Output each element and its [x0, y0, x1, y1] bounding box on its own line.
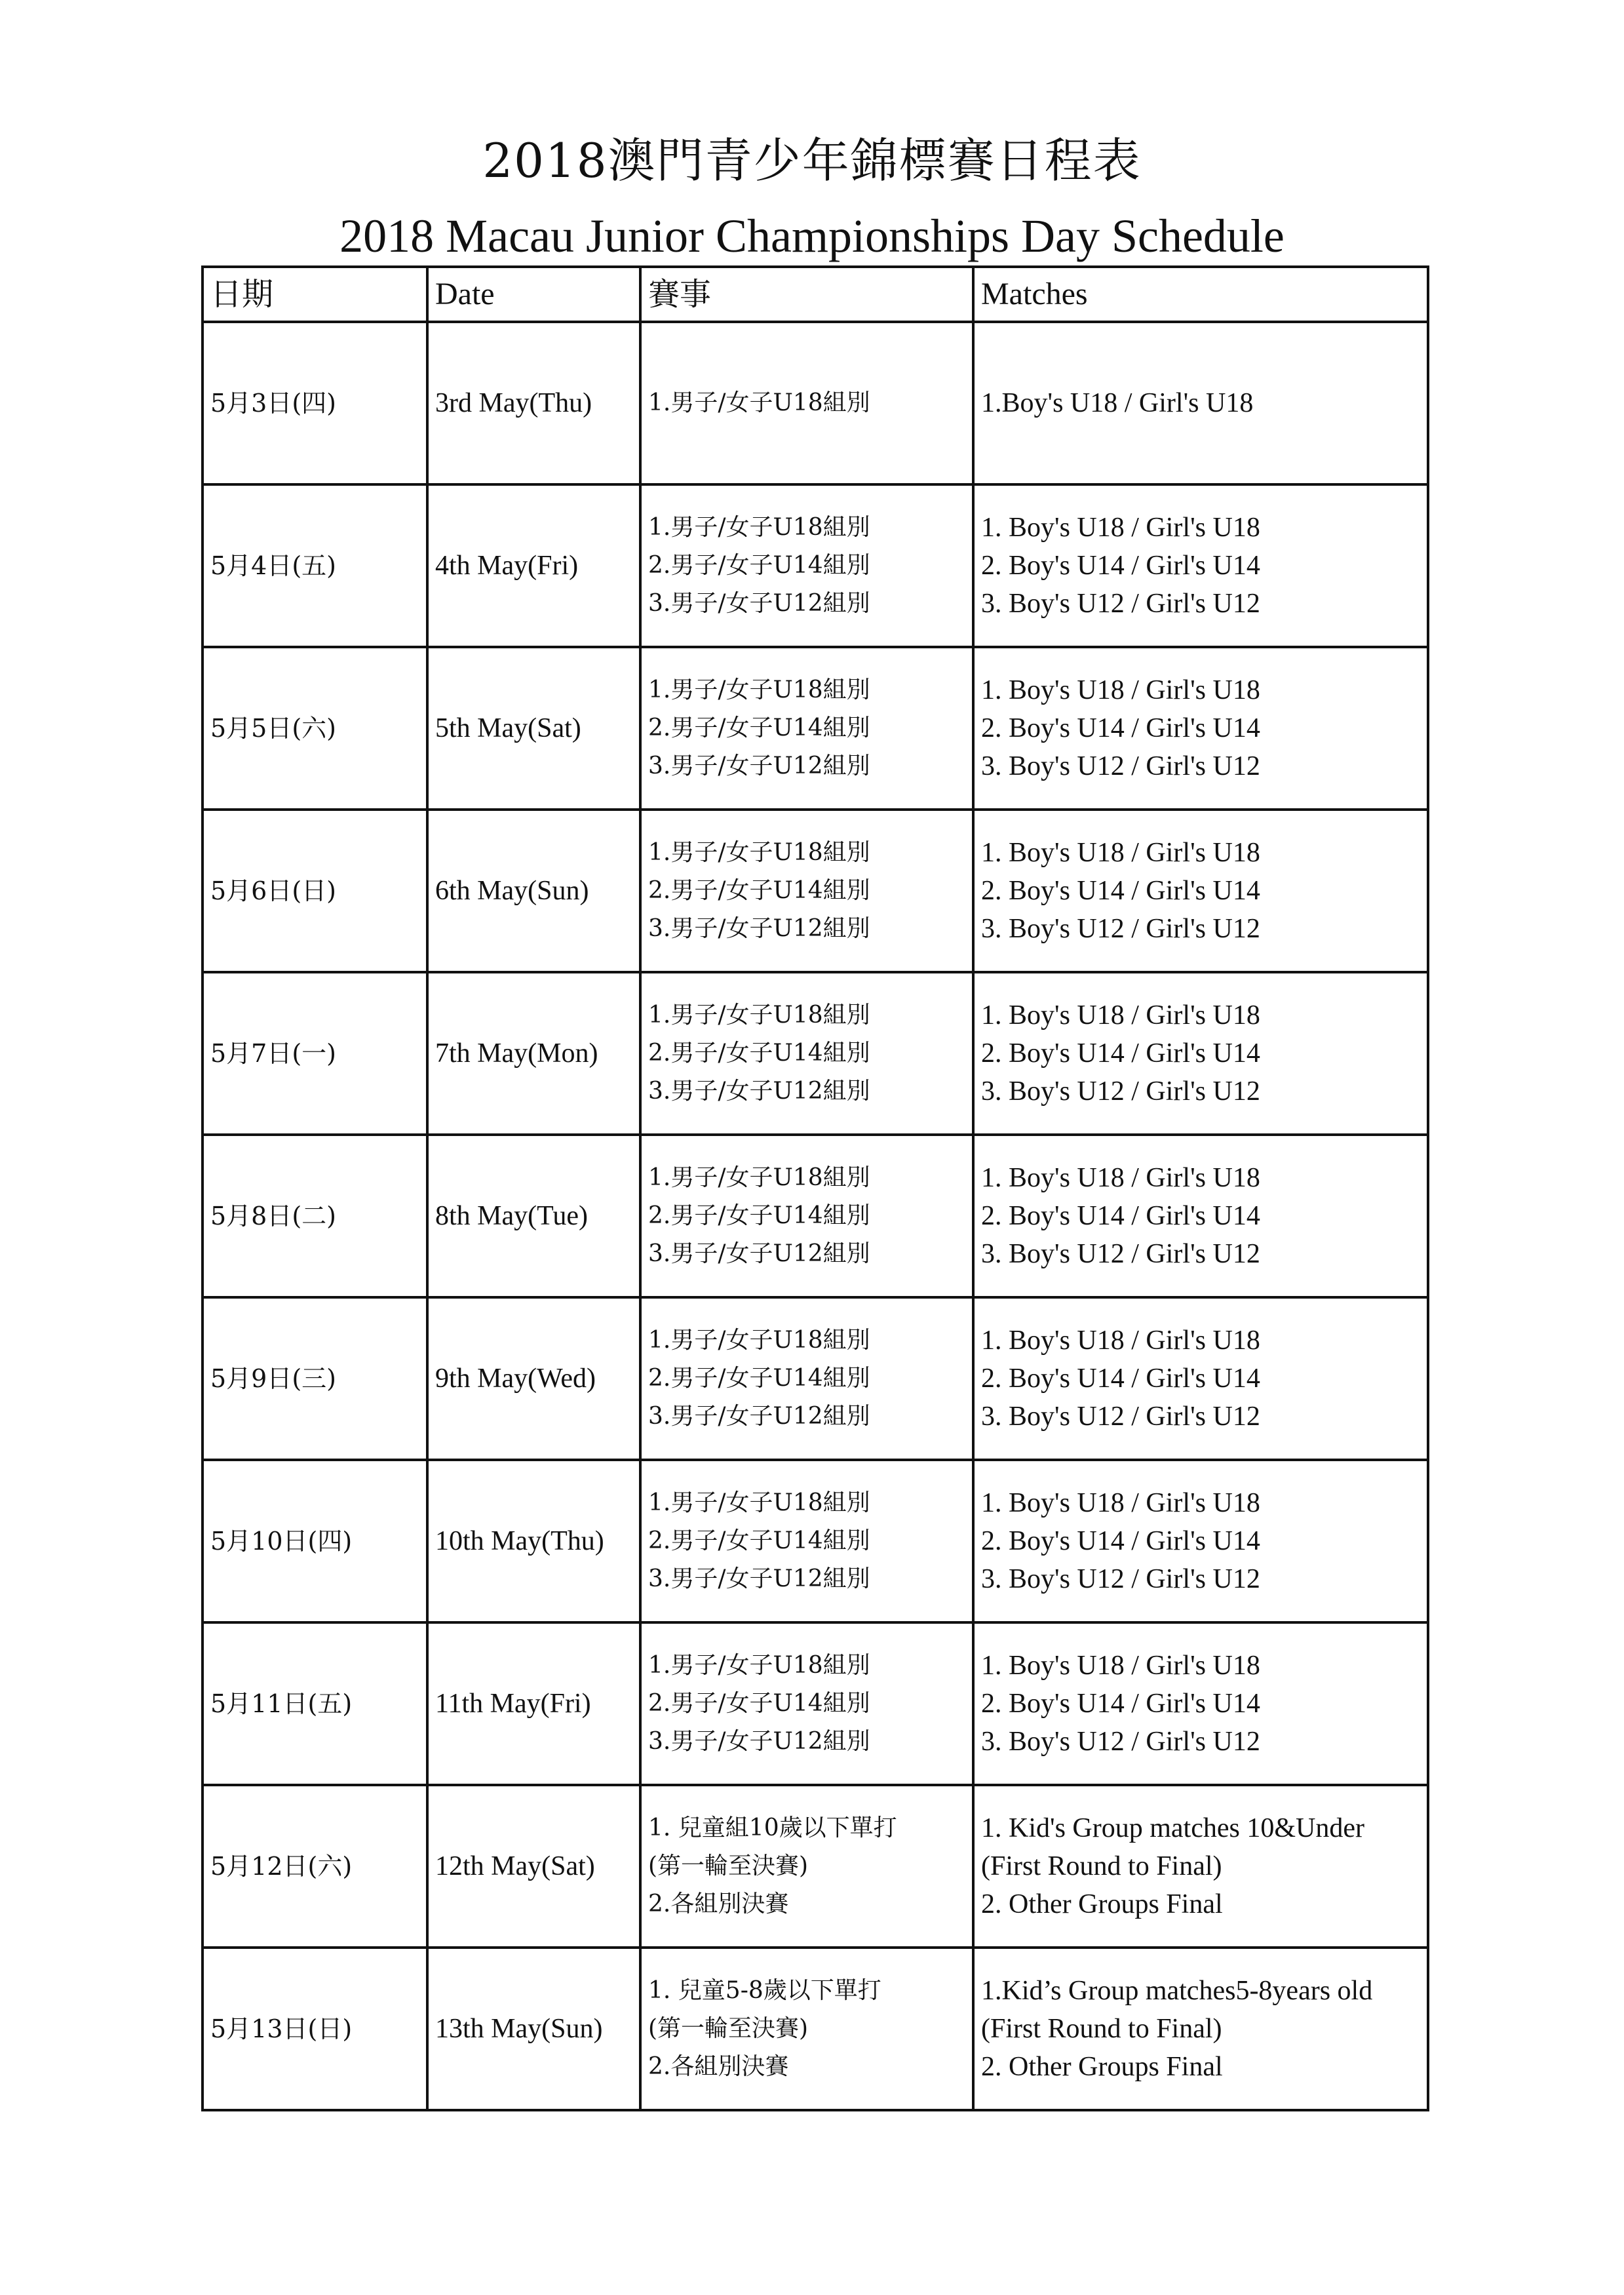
match-zh-line: 2.男子/女子U14組別 — [648, 877, 870, 904]
matches-en-cell — [973, 1297, 1428, 1460]
page-title-chinese: 2018澳門青少年錦標賽日程表 — [482, 133, 1142, 188]
matches-zh-cell — [640, 1297, 973, 1460]
date-zh-cell: 5月12日(六) — [203, 1785, 427, 1948]
match-en-line: 2. Boy's U14 / Girl's U14 — [981, 713, 1260, 743]
match-en-line: 2. Boy's U14 / Girl's U14 — [981, 551, 1260, 581]
match-zh-line: 2.男子/女子U14組別 — [648, 1527, 870, 1554]
header-matches-zh: 賽事 — [640, 267, 973, 322]
matches-zh-cell — [640, 810, 973, 972]
match-en-line: 1. Kid's Group matches 10&Under — [981, 1813, 1364, 1843]
date-en-cell: 13th May(Sun) — [427, 1948, 640, 2110]
match-zh-line: 3.男子/女子U12組別 — [648, 1728, 870, 1755]
match-zh-line: 3.男子/女子U12組別 — [648, 1240, 870, 1267]
match-zh-line: 3.男子/女子U12組別 — [648, 1565, 870, 1592]
matches-en-cell — [973, 1460, 1428, 1622]
matches-zh-cell — [640, 322, 973, 484]
match-en-line: (First Round to Final) — [981, 1851, 1222, 1881]
match-en-line: 3. Boy's U12 / Girl's U12 — [981, 1239, 1260, 1269]
match-en-line: 2. Boy's U14 / Girl's U14 — [981, 1526, 1260, 1556]
header-matches-en: Matches — [973, 267, 1428, 322]
match-zh-line: 1.男子/女子U18組別 — [648, 1652, 870, 1679]
match-en-line: 1. Boy's U18 / Girl's U18 — [981, 1163, 1260, 1193]
match-zh-line: 3.男子/女子U12組別 — [648, 1078, 870, 1105]
matches-en-cell — [973, 647, 1428, 810]
date-en-cell: 5th May(Sat) — [427, 647, 640, 810]
match-zh-line: 3.男子/女子U12組別 — [648, 915, 870, 942]
match-en-line: 3. Boy's U12 / Girl's U12 — [981, 589, 1260, 619]
match-en-line: 3. Boy's U12 / Girl's U12 — [981, 751, 1260, 781]
matches-zh-cell — [640, 1135, 973, 1297]
table-row — [203, 1297, 1428, 1460]
matches-en-cell — [973, 1135, 1428, 1297]
date-en-cell: 11th May(Fri) — [427, 1622, 640, 1785]
match-en-line: 2. Other Groups Final — [981, 1889, 1223, 1919]
table-row — [203, 1622, 1428, 1785]
match-en-line: 3. Boy's U12 / Girl's U12 — [981, 1564, 1260, 1594]
match-zh-line: 2.男子/女子U14組別 — [648, 1690, 870, 1717]
schedule-table — [201, 265, 1429, 2111]
matches-en-cell — [973, 1948, 1428, 2110]
match-zh-line: 1.男子/女子U18組別 — [648, 1327, 870, 1354]
match-en-line: 2. Other Groups Final — [981, 2052, 1223, 2082]
match-en-line: 1. Boy's U18 / Girl's U18 — [981, 1000, 1260, 1030]
table-row — [203, 1460, 1428, 1622]
match-en-line: 3. Boy's U12 / Girl's U12 — [981, 914, 1260, 944]
match-en-line: 2. Boy's U14 / Girl's U14 — [981, 1201, 1260, 1231]
match-zh-line: 2.男子/女子U14組別 — [648, 1202, 870, 1229]
date-zh-cell: 5月4日(五) — [203, 484, 427, 647]
table-row — [203, 484, 1428, 647]
table-header-row — [203, 267, 1428, 322]
matches-en-cell — [973, 322, 1428, 484]
date-zh-cell: 5月7日(一) — [203, 972, 427, 1135]
match-en-line: 1. Boy's U18 / Girl's U18 — [981, 1325, 1260, 1356]
date-zh-cell: 5月6日(日) — [203, 810, 427, 972]
match-zh-line: 1.男子/女子U18組別 — [648, 677, 870, 703]
header-date-en: Date — [427, 267, 640, 322]
match-en-line: 1.Boy's U18 / Girl's U18 — [981, 388, 1254, 418]
match-en-line: 1.Kid’s Group matches5-8years old — [981, 1976, 1373, 2006]
matches-en-cell — [973, 484, 1428, 647]
match-en-line: 1. Boy's U18 / Girl's U18 — [981, 838, 1260, 868]
match-en-line: 2. Boy's U14 / Girl's U14 — [981, 1038, 1260, 1069]
date-en-cell: 7th May(Mon) — [427, 972, 640, 1135]
date-zh-cell: 5月5日(六) — [203, 647, 427, 810]
match-en-line: 2. Boy's U14 / Girl's U14 — [981, 1689, 1260, 1719]
match-zh-line: 2.各組別決賽 — [648, 1891, 789, 1917]
match-zh-line: 1. 兒童5-8歲以下單打 — [648, 1977, 881, 2004]
match-en-line: 1. Boy's U18 / Girl's U18 — [981, 513, 1260, 543]
table-row — [203, 1135, 1428, 1297]
date-zh-cell: 5月11日(五) — [203, 1622, 427, 1785]
matches-zh-cell — [640, 1948, 973, 2110]
table-row — [203, 647, 1428, 810]
match-en-line: 2. Boy's U14 / Girl's U14 — [981, 1363, 1260, 1394]
match-zh-line: 3.男子/女子U12組別 — [648, 590, 870, 617]
page-title-english: 2018 Macau Junior Championships Day Schedule — [339, 210, 1285, 262]
header-date-zh: 日期 — [203, 267, 427, 322]
match-en-line: 3. Boy's U12 / Girl's U12 — [981, 1727, 1260, 1757]
match-en-line: (First Round to Final) — [981, 2014, 1222, 2044]
matches-zh-cell — [640, 1785, 973, 1948]
match-zh-line: 3.男子/女子U12組別 — [648, 1403, 870, 1430]
matches-zh-cell — [640, 972, 973, 1135]
table-row — [203, 972, 1428, 1135]
match-zh-line: 1.男子/女子U18組別 — [648, 839, 870, 866]
match-en-line: 1. Boy's U18 / Girl's U18 — [981, 1488, 1260, 1518]
date-zh-cell: 5月10日(四) — [203, 1460, 427, 1622]
matches-zh-cell — [640, 1460, 973, 1622]
match-zh-line: 2.男子/女子U14組別 — [648, 1040, 870, 1067]
date-zh-cell: 5月3日(四) — [203, 322, 427, 484]
match-zh-line: 2.各組別決賽 — [648, 2053, 789, 2080]
match-zh-line: 1.男子/女子U18組別 — [648, 514, 870, 541]
table-row — [203, 810, 1428, 972]
matches-en-cell — [973, 810, 1428, 972]
date-zh-cell: 5月13日(日) — [203, 1948, 427, 2110]
date-en-cell: 12th May(Sat) — [427, 1785, 640, 1948]
matches-zh-cell — [640, 1622, 973, 1785]
match-zh-line: 2.男子/女子U14組別 — [648, 715, 870, 741]
date-en-cell: 8th May(Tue) — [427, 1135, 640, 1297]
table-row — [203, 1785, 1428, 1948]
match-zh-line: 1.男子/女子U18組別 — [648, 1002, 870, 1029]
schedule-body — [203, 322, 1428, 2110]
match-zh-line: 1.男子/女子U18組別 — [648, 389, 870, 416]
table-row — [203, 1948, 1428, 2110]
match-zh-line: 2.男子/女子U14組別 — [648, 1365, 870, 1392]
table-row — [203, 322, 1428, 484]
match-zh-line: 1.男子/女子U18組別 — [648, 1164, 870, 1191]
match-en-line: 1. Boy's U18 / Girl's U18 — [981, 675, 1260, 705]
match-zh-line: 1.男子/女子U18組別 — [648, 1489, 870, 1516]
match-en-line: 2. Boy's U14 / Girl's U14 — [981, 876, 1260, 906]
matches-zh-cell — [640, 484, 973, 647]
date-en-cell: 10th May(Thu) — [427, 1460, 640, 1622]
matches-en-cell — [973, 1622, 1428, 1785]
match-zh-line: 3.男子/女子U12組別 — [648, 753, 870, 779]
matches-en-cell — [973, 972, 1428, 1135]
matches-en-cell — [973, 1785, 1428, 1948]
match-en-line: 1. Boy's U18 / Girl's U18 — [981, 1651, 1260, 1681]
date-zh-cell: 5月8日(二) — [203, 1135, 427, 1297]
match-zh-line: (第一輪至決賽) — [648, 1853, 809, 1879]
match-en-line: 3. Boy's U12 / Girl's U12 — [981, 1402, 1260, 1432]
date-en-cell: 9th May(Wed) — [427, 1297, 640, 1460]
date-en-cell: 3rd May(Thu) — [427, 322, 640, 484]
date-en-cell: 6th May(Sun) — [427, 810, 640, 972]
date-en-cell: 4th May(Fri) — [427, 484, 640, 647]
match-zh-line: (第一輪至決賽) — [648, 2015, 809, 2042]
date-zh-cell: 5月9日(三) — [203, 1297, 427, 1460]
match-en-line: 3. Boy's U12 / Girl's U12 — [981, 1076, 1260, 1107]
match-zh-line: 1. 兒童組10歲以下單打 — [648, 1814, 897, 1841]
matches-zh-cell — [640, 647, 973, 810]
match-zh-line: 2.男子/女子U14組別 — [648, 552, 870, 579]
